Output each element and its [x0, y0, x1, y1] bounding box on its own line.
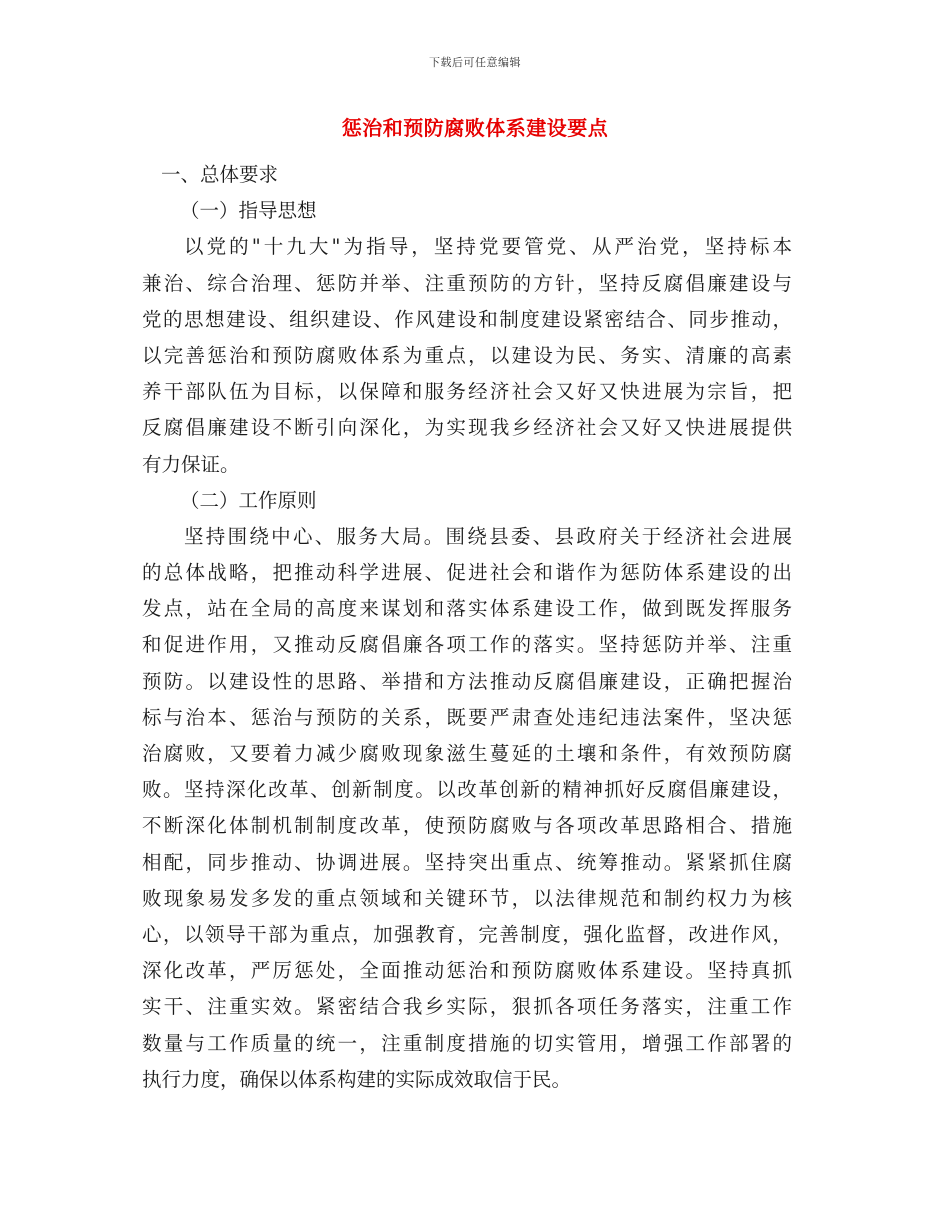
paragraph-line: 不断深化体制机制制度改革，使预防腐败与各项改革思路相合、措施: [142, 814, 792, 838]
paragraph-line: 深化改革，严厉惩处，全面推动惩治和预防腐败体系建设。坚持真抓: [142, 959, 792, 983]
paragraph-line: 心，以领导干部为重点，加强教育，完善制度，强化监督，改进作风，: [142, 922, 792, 946]
paragraph-line: 以完善惩治和预防腐败体系为重点，以建设为民、务实、清廉的高素: [142, 343, 792, 367]
paragraph-line: 执行力度，确保以体系构建的实际成效取信于民。: [142, 1067, 572, 1091]
paragraph-line: 兼治、综合治理、惩防并举、注重预防的方针，坚持反腐倡廉建设与: [142, 271, 792, 295]
paragraph-line: 数量与工作质量的统一，注重制度措施的切实管用，增强工作部署的: [142, 1031, 792, 1055]
paragraph-guiding-ideology: [142, 229, 792, 482]
subsection-heading-guiding-ideology: （一）指导思想: [180, 199, 317, 223]
paragraph-line: 发点，站在全局的高度来谋划和落实体系建设工作，做到既发挥服务: [142, 597, 792, 621]
paragraph-line: 反腐倡廉建设不断引向深化，为实现我乡经济社会又好又快进展提供: [142, 416, 792, 440]
document-body: [142, 157, 792, 1098]
paragraph-line: 败。坚持深化改革、创新制度。以改革创新的精神抓好反腐倡廉建设，: [142, 778, 792, 802]
paragraph-line: 养干部队伍为目标，以保障和服务经济社会又好又快进展为宗旨，把: [142, 380, 792, 404]
paragraph-line: 败现象易发多发的重点领域和关键环节，以法律规范和制约权力为核: [142, 886, 792, 910]
paragraph-line: 实干、注重实效。紧密结合我乡实际，狠抓各项任务落实，注重工作: [142, 995, 792, 1019]
paragraph-line: 标与治本、惩治与预防的关系，既要严肃查处违纪违法案件，坚决惩: [142, 705, 792, 729]
paragraph-work-principles: [142, 519, 792, 1098]
paragraph-line: 坚持围绕中心、服务大局。围绕县委、县政府关于经济社会进展: [184, 524, 792, 548]
page-header-note: 下载后可任意编辑: [429, 56, 521, 69]
paragraph-line: 治腐败，又要着力减少腐败现象滋生蔓延的土壤和条件，有效预防腐: [142, 742, 792, 765]
subsection-heading-work-principles: （二）工作原则: [180, 488, 317, 512]
paragraph-line: 和促进作用，又推动反腐倡廉各项工作的落实。坚持惩防并举、注重: [142, 633, 792, 657]
paragraph-line: 的总体战略，把推动科学进展、促进社会和谐作为惩防体系建设的出: [142, 561, 792, 585]
document-title: 惩治和预防腐败体系建设要点: [341, 116, 609, 140]
paragraph-line: 预防。以建设性的思路、举措和方法推动反腐倡廉建设，正确把握治: [142, 669, 792, 693]
section-heading: 一、总体要求: [161, 163, 279, 186]
paragraph-line: 党的思想建设、组织建设、作风建设和制度建设紧密结合、同步推动，: [142, 307, 792, 331]
paragraph-line: 相配，同步推动、协调进展。坚持突出重点、统筹推动。紧紧抓住腐: [142, 850, 792, 874]
paragraph-line: 以党的"十九大"为指导，坚持党要管党、从严治党，坚持标本: [184, 235, 792, 259]
paragraph-line: 有力保证。: [142, 452, 240, 476]
